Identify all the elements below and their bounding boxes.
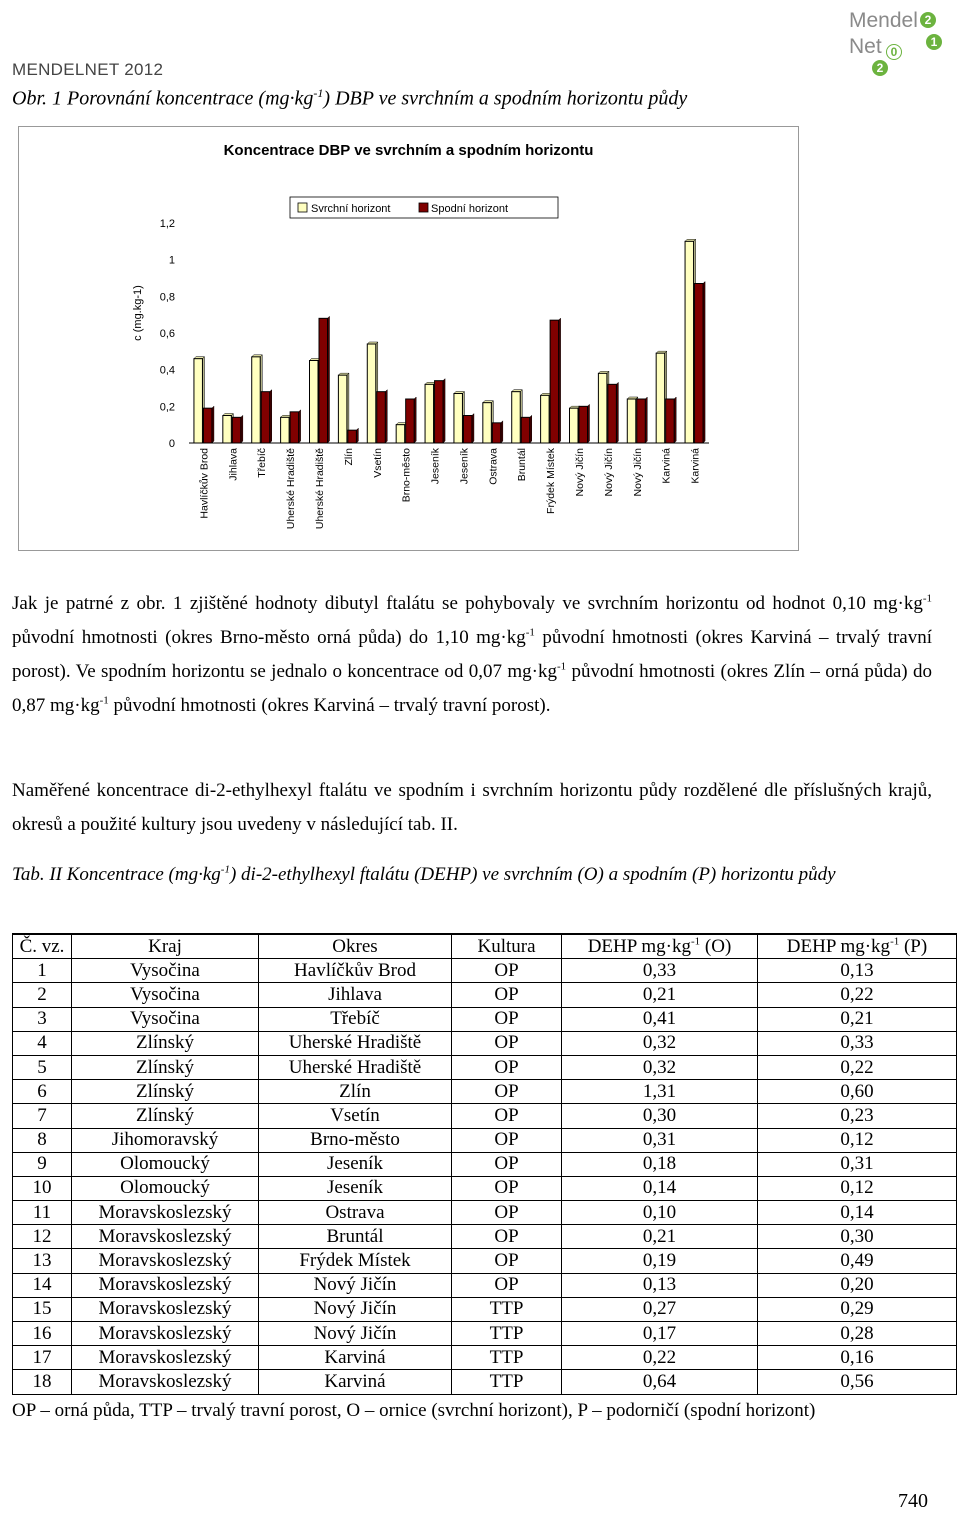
y-tick-label: 0 [168,438,175,450]
mendelnet-logo [846,6,946,80]
cell-dehp-o: 0,64 [562,1370,758,1394]
cell-number: 11 [13,1201,72,1225]
table-row [13,1031,957,1055]
cell-kultura: OP [452,1273,562,1297]
cell-kraj: Zlínský [72,1031,259,1055]
cell-dehp-p: 0,22 [758,983,957,1007]
cell-kultura: OP [452,959,562,983]
logo-digit: 0 [886,44,902,60]
cell-kultura: OP [452,1104,562,1128]
cell-kraj: Olomoucký [72,1176,259,1200]
cell-dehp-p: 0,28 [758,1322,957,1346]
cell-dehp-o: 0,13 [562,1273,758,1297]
table-row [13,1104,957,1128]
bar-spodni [666,399,675,443]
bar-svrchni [338,375,347,443]
cell-number: 17 [13,1346,72,1370]
x-tick-label: Nový Jičín [631,448,644,497]
cell-dehp-o: 0,22 [562,1346,758,1370]
cell-dehp-o: 0,31 [562,1128,758,1152]
cell-dehp-p: 0,60 [758,1080,957,1104]
cell-kraj: Moravskoslezský [72,1249,259,1273]
cell-kraj: Jihomoravský [72,1128,259,1152]
legend-swatch-svrchni [298,203,307,212]
cell-dehp-o: 0,21 [562,983,758,1007]
chart-title: Koncentrace DBP ve svrchním a spodním horizontu [223,142,594,159]
cell-okres: Zlín [259,1080,452,1104]
cell-okres: Uherské Hradiště [259,1031,452,1055]
dbp-chart [18,126,799,551]
bar-svrchni [541,395,550,443]
cell-kraj: Vysočina [72,983,259,1007]
cell-okres: Vsetín [259,1104,452,1128]
cell-dehp-p: 0,21 [758,1007,957,1031]
bar-svrchni [367,344,376,443]
cell-kraj: Moravskoslezský [72,1273,259,1297]
cell-dehp-o: 1,31 [562,1080,758,1104]
results-paragraph: Jak je patrné z obr. 1 zjištěné hodnoty dibutyl ftalátu se pohybovaly ve svrchním horizontu od hodnot 0,10 $mg\cdot kg^{-1}$ původní hmotnosti (okres Brno-město orná půda) do 1,10 $mg\cdot kg^{-1}$ původní hmotnosti (okres Karviná – trvalý travní porost). Ve spodním horizontu se jednalo o koncentrace od 0,07 $mg\cdot kg^{-1}$ původní hmotnosti (okres Zlín – orná půda) do 0,87 $mg\cdot kg^{-1}$ původní hmotnosti (okres Karviná – trvalý travní porost). [12,592,932,716]
cell-kultura: OP [452,1031,562,1055]
bar-spodni [521,417,530,443]
table-row [13,1225,957,1249]
cell-kraj: Moravskoslezský [72,1201,259,1225]
table-row [13,1055,957,1079]
bar-svrchni [396,425,405,443]
bar-spodni [695,284,704,444]
x-tick-label: Jeseník [429,448,442,485]
table-row [13,1176,957,1200]
bar-spodni [348,430,357,443]
cell-kraj: Zlínský [72,1104,259,1128]
cell-dehp-p: 0,22 [758,1055,957,1079]
cell-okres: Karviná [259,1370,452,1394]
cell-kraj: Zlínský [72,1080,259,1104]
y-axis-label: c (mg.kg-1) [132,285,144,341]
table-row [13,1346,957,1370]
cell-number: 12 [13,1225,72,1249]
cell-kraj: Olomoucký [72,1152,259,1176]
cell-dehp-o: 0,30 [562,1104,758,1128]
bar-svrchni [598,373,607,443]
cell-dehp-o: 0,32 [562,1031,758,1055]
cell-dehp-o: 0,41 [562,1007,758,1031]
bar-spodni [319,318,328,443]
cell-kraj: Moravskoslezský [72,1322,259,1346]
col-header-dehp-o: DEHP $mg\cdot kg^{-1}$ (O) [562,934,758,959]
bar-spodni [463,416,472,444]
logo-digit: 2 [872,60,888,76]
bar-svrchni [252,357,261,443]
cell-kultura: OP [452,1176,562,1200]
cell-number: 3 [13,1007,72,1031]
cell-kultura: OP [452,983,562,1007]
table-header-row [13,934,957,959]
cell-dehp-o: 0,18 [562,1152,758,1176]
cell-dehp-o: 0,33 [562,959,758,983]
cell-dehp-o: 0,14 [562,1176,758,1200]
cell-kultura: TTP [452,1322,562,1346]
bar-svrchni [281,417,290,443]
cell-okres: Karviná [259,1346,452,1370]
cell-number: 8 [13,1128,72,1152]
cell-okres: Ostrava [259,1201,452,1225]
cell-dehp-o: 0,21 [562,1225,758,1249]
cell-dehp-p: 0,29 [758,1297,957,1321]
table-row [13,1128,957,1152]
table-row [13,1297,957,1321]
bar-spodni [550,320,559,443]
cell-dehp-p: 0,12 [758,1176,957,1200]
bar-spodni [290,412,299,443]
cell-dehp-p: 0,31 [758,1152,957,1176]
x-tick-label: Třebíč [256,448,269,478]
bar-svrchni [483,403,492,443]
bar-spodni [608,384,617,443]
cell-okres: Jihlava [259,983,452,1007]
y-tick-label: 1,2 [159,218,175,230]
table-row [13,1201,957,1225]
cell-kultura: OP [452,1055,562,1079]
cell-kultura: OP [452,1007,562,1031]
y-tick-label: 0,8 [159,291,175,304]
cell-dehp-o: 0,27 [562,1297,758,1321]
x-tick-label: Brno-město [400,448,413,503]
y-tick-label: 0,4 [159,364,175,377]
logo-digit: 1 [926,34,942,50]
legend-label-spodni: Spodní horizont [431,203,509,215]
bar-spodni [492,423,501,443]
cell-dehp-o: 0,10 [562,1201,758,1225]
cell-dehp-p: 0,23 [758,1104,957,1128]
cell-kultura: TTP [452,1370,562,1394]
table-caption: Tab. II Koncentrace $(mg\cdot kg^{-1})$ di-2-ethylhexyl ftalátu (DEHP) ve svrchním (O) a spodním (P) horizontu půdy [12,863,836,885]
legend-swatch-spodni [419,203,428,212]
x-tick-label: Karviná [689,448,702,484]
bar-spodni [435,381,444,443]
logo-word-net: Net [849,35,882,58]
cell-dehp-p: 0,20 [758,1273,957,1297]
cell-number: 1 [13,959,72,983]
cell-okres: Brno-město [259,1128,452,1152]
bar-svrchni [310,361,319,444]
legend-label-svrchni: Svrchní horizont [311,203,391,215]
bar-spodni [203,408,212,443]
cell-kraj: Moravskoslezský [72,1225,259,1249]
x-tick-label: Bruntál [516,448,529,482]
x-tick-label: Zlín [342,448,355,466]
col-header-dehp-p: DEHP $mg\cdot kg^{-1}$ (P) [758,934,957,959]
x-tick-label: Nový Jičín [602,448,615,497]
cell-dehp-p: 0,56 [758,1370,957,1394]
cell-kultura: OP [452,1201,562,1225]
cell-number: 16 [13,1322,72,1346]
x-tick-label: Frýdek Místek [545,448,558,514]
cell-number: 18 [13,1370,72,1394]
cell-number: 9 [13,1152,72,1176]
cell-okres: Nový Jičín [259,1322,452,1346]
cell-dehp-o: 0,17 [562,1322,758,1346]
cell-kraj: Vysočina [72,1007,259,1031]
cell-number: 6 [13,1080,72,1104]
cell-okres: Jeseník [259,1176,452,1200]
table-row [13,1152,957,1176]
cell-kraj: Moravskoslezský [72,1370,259,1394]
x-tick-label: Jihlava [227,448,240,481]
y-tick-label: 0,6 [159,328,175,340]
table-body [13,959,957,1394]
x-tick-label: Nový Jičín [574,448,586,497]
table-row [13,983,957,1007]
x-tick-label: Vsetín [371,448,384,478]
logo-digit: 2 [920,12,936,28]
cell-dehp-p: 0,12 [758,1128,957,1152]
cell-dehp-p: 0,16 [758,1346,957,1370]
cell-kraj: Moravskoslezský [72,1297,259,1321]
bar-svrchni [512,392,521,443]
table-row [13,1370,957,1394]
dehp-table [12,933,957,1395]
x-tick-label: Ostrava [487,448,500,485]
cell-kultura: OP [452,1080,562,1104]
x-tick-label: Uherské Hradiště [285,448,298,530]
cell-dehp-p: 0,33 [758,1031,957,1055]
table-row [13,1322,957,1346]
bar-svrchni [425,384,434,443]
bar-svrchni [223,416,232,444]
table-row [13,1007,957,1031]
x-tick-label: Jeseník [458,448,471,485]
intro-paragraph: Naměřené koncentrace di-2-ethylhexyl ftalátu ve spodním i svrchním horizontu půdy rozdělené dle příslušných krajů, okresů a použité kultury jsou uvedeny v následující tab. II. [12,780,932,835]
cell-kultura: OP [452,1225,562,1249]
conference-name: MENDELNET 2012 [12,60,164,79]
col-header-number: Č. vz. [13,934,72,959]
cell-number: 2 [13,983,72,1007]
table-row [13,959,957,983]
cell-okres: Třebíč [259,1007,452,1031]
bar-svrchni [656,353,665,443]
x-tick-label: Uherské Hradiště [314,448,326,530]
col-header-okres: Okres [259,934,452,959]
cell-kraj: Zlínský [72,1055,259,1079]
bar-spodni [406,399,415,443]
cell-okres: Nový Jičín [259,1273,452,1297]
y-tick-label: 0,2 [159,401,175,414]
cell-kultura: OP [452,1152,562,1176]
cell-okres: Frýdek Místek [259,1249,452,1273]
x-tick-label: Karviná [660,448,673,484]
bar-svrchni [685,241,694,443]
cell-number: 14 [13,1273,72,1297]
cell-number: 5 [13,1055,72,1079]
table-row [13,1249,957,1273]
cell-dehp-p: 0,14 [758,1201,957,1225]
cell-number: 10 [13,1176,72,1200]
cell-okres: Bruntál [259,1225,452,1249]
bar-svrchni [194,359,203,443]
cell-number: 4 [13,1031,72,1055]
bar-spodni [261,392,270,443]
cell-dehp-p: 0,30 [758,1225,957,1249]
cell-dehp-o: 0,19 [562,1249,758,1273]
cell-okres: Havlíčkův Brod [259,959,452,983]
chart-plot [19,127,798,550]
cell-kultura: OP [452,1128,562,1152]
cell-okres: Jeseník [259,1152,452,1176]
col-header-kultura: Kultura [452,934,562,959]
table-row [13,1273,957,1297]
cell-kultura: TTP [452,1297,562,1321]
bar-spodni [232,417,241,443]
bar-spodni [377,392,386,443]
cell-dehp-p: 0,49 [758,1249,957,1273]
bar-svrchni [570,408,579,443]
cell-kraj: Vysočina [72,959,259,983]
table-footnote: OP – orná půda, TTP – trvalý travní porost, O – ornice (svrchní horizont), P – podorničí (spodní horizont) [12,1400,816,1421]
bar-spodni [637,399,646,443]
cell-number: 13 [13,1249,72,1273]
bar-spodni [579,406,588,443]
cell-okres: Nový Jičín [259,1297,452,1321]
cell-dehp-o: 0,32 [562,1055,758,1079]
cell-dehp-p: 0,13 [758,959,957,983]
bar-svrchni [627,399,636,443]
x-tick-label: Havlíčkův Brod [198,448,211,519]
cell-number: 7 [13,1104,72,1128]
col-header-kraj: Kraj [72,934,259,959]
cell-okres: Uherské Hradiště [259,1055,452,1079]
cell-kraj: Moravskoslezský [72,1346,259,1370]
cell-kultura: OP [452,1249,562,1273]
figure-caption: Obr. 1 Porovnání koncentrace $(mg\cdot kg^{-1})$ DBP ve svrchním a spodním horizontu půdy [12,86,688,110]
cell-number: 15 [13,1297,72,1321]
table-row [13,1080,957,1104]
bar-svrchni [454,394,463,444]
page-number: 740 [898,1490,928,1512]
cell-kultura: TTP [452,1346,562,1370]
y-tick-label: 1 [168,254,175,267]
logo-word-mendel: Mendel [849,9,918,32]
